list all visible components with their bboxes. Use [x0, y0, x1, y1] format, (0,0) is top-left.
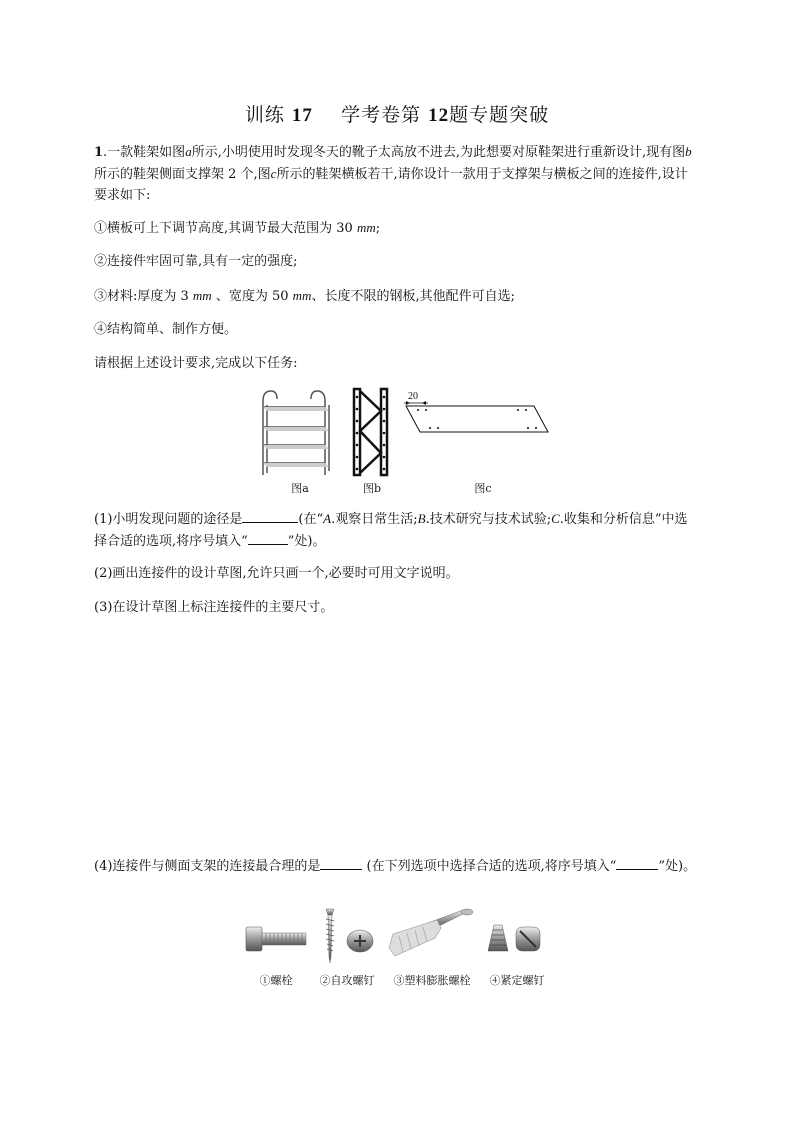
fig-a-caption: 图a	[291, 482, 309, 495]
s1-text-e: .收集和分析信息”中选择合适的选项,将序号填入“	[94, 512, 688, 549]
requirement-3	[94, 285, 700, 307]
answer-blank-1b[interactable]	[248, 530, 288, 545]
title-suffix: 题专题突破	[449, 104, 550, 126]
req1-unit: mm	[356, 220, 376, 235]
req3-text-a: ③材料:厚度为 3	[94, 289, 193, 304]
sub-question-3: (3)在设计草图上标注连接件的主要尺寸。	[94, 600, 334, 615]
req3-text-b: 、宽度为 50	[211, 289, 293, 304]
option-1-label: ①螺栓	[259, 974, 293, 987]
req3-text-c: 、长度不限的钢板,其他配件可自选;	[311, 289, 515, 304]
self-tapping-screw-icon	[316, 905, 378, 967]
s4-text-a: (4)连接件与侧面支架的连接最合理的是	[94, 859, 321, 874]
question-number: 1	[94, 145, 104, 160]
task-intro: 请根据上述设计要求,完成以下任务:	[94, 356, 298, 371]
answer-blank-4b[interactable]	[616, 855, 658, 870]
option-b-letter: B	[417, 511, 426, 526]
title-num1: 17	[291, 105, 313, 126]
dimension-label: 20	[408, 391, 418, 402]
var-a: a	[185, 144, 192, 159]
option-3-label: ③塑料膨胀螺栓	[393, 974, 471, 987]
intro-text-c: 所示的鞋架侧面支撑架 2 个,图	[94, 167, 271, 182]
s1-text-b: (在“	[298, 512, 324, 527]
s1-text-f: ”处)。	[287, 534, 326, 549]
intro-text-d: 所示的鞋架横板若干,请你设计一款用于支撑架与横板之间的连接件,设计要求如下:	[94, 167, 688, 203]
intro-text-b: 所示,小明使用时发现冬天的靴子太高放不进去,为此想要对原鞋架进行重新设计,现有图	[191, 145, 686, 160]
intro-text-a: .一款鞋架如图	[103, 145, 186, 160]
plastic-expansion-bolt-icon	[385, 906, 477, 962]
set-screw-icon	[482, 917, 548, 957]
requirement-2: ②连接件牢固可靠,具有一定的强度;	[94, 254, 298, 269]
sub-question-4	[94, 855, 700, 877]
option-2-label: ②自攻螺钉	[319, 974, 375, 987]
fig-b-caption: 图b	[362, 482, 382, 495]
fig-c-caption: 图c	[474, 482, 492, 495]
var-c: c	[270, 166, 277, 181]
answer-blank-4[interactable]	[320, 855, 362, 870]
var-b: b	[685, 144, 692, 159]
req1-end: ;	[375, 221, 381, 236]
req3-unit1: mm	[192, 288, 212, 303]
option-4-label: ④紧定螺钉	[489, 974, 545, 987]
title-mid: 学考卷第	[341, 104, 422, 126]
side-support-figure	[351, 387, 391, 477]
req3-unit2: mm	[292, 288, 312, 303]
sub-question-2: (2)画出连接件的设计草图,允许只画一个,必要时可用文字说明。	[94, 566, 459, 581]
page-title	[0, 100, 794, 127]
option-c-letter: C	[551, 511, 560, 526]
s1-text-d: .技术研究与技术试验;	[425, 512, 552, 527]
title-prefix: 训练	[244, 104, 285, 126]
requirement-1	[94, 217, 700, 239]
s1-text-a: (1)小明发现问题的途径是	[94, 512, 243, 527]
s1-text-c: .观察日常生活;	[331, 512, 418, 527]
option-a-letter: A	[323, 511, 332, 526]
sub-question-1	[94, 508, 700, 552]
shelf-board-figure	[402, 388, 550, 438]
answer-blank-1[interactable]	[242, 508, 298, 523]
question-intro	[94, 141, 700, 206]
shoe-rack-figure	[255, 387, 337, 477]
title-num2: 12	[428, 105, 450, 126]
req1-text: ①横板可上下调节高度,其调节最大范围为 30	[94, 221, 357, 236]
s4-text-c: ”处)。	[658, 859, 697, 874]
s4-text-b: (在下列选项中选择合适的选项,将序号填入“	[362, 859, 617, 874]
requirement-4: ④结构简单、制作方便。	[94, 322, 238, 337]
bolt-icon	[244, 905, 308, 965]
